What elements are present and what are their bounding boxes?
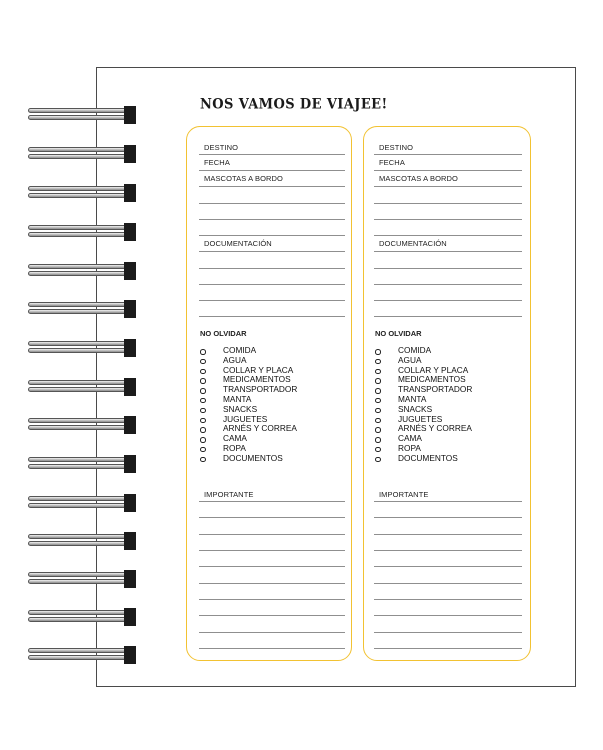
- checkbox-circle-icon[interactable]: [200, 398, 206, 404]
- checkbox-circle-icon[interactable]: [375, 437, 381, 443]
- binding-hole: [124, 300, 136, 318]
- checkbox-circle-icon[interactable]: [375, 447, 381, 453]
- importante-line[interactable]: [199, 566, 345, 567]
- checkbox-circle-icon[interactable]: [200, 447, 206, 453]
- spiral-ring: [28, 570, 140, 586]
- importante-label: IMPORTANTE: [379, 490, 429, 499]
- checklist-item-label: COLLAR Y PLACA: [398, 364, 469, 375]
- documentacion-line[interactable]: [199, 251, 345, 252]
- checklist-item-label: SNACKS: [223, 403, 258, 414]
- mascotas-line[interactable]: [374, 235, 522, 236]
- checkbox-circle-icon[interactable]: [375, 427, 381, 433]
- importante-line[interactable]: [374, 583, 522, 584]
- documentacion-label: DOCUMENTACIÓN: [379, 239, 447, 248]
- binding-hole: [124, 378, 136, 396]
- spiral-ring: [28, 416, 140, 432]
- importante-line[interactable]: [199, 517, 345, 518]
- checkbox-circle-icon[interactable]: [375, 457, 381, 463]
- checkbox-circle-icon[interactable]: [375, 378, 381, 384]
- checklist-item-label: JUGUETES: [398, 413, 443, 424]
- fecha-line[interactable]: [199, 170, 345, 171]
- mascotas-line[interactable]: [199, 235, 345, 236]
- checkbox-circle-icon[interactable]: [200, 359, 206, 365]
- spiral-ring: [28, 145, 140, 161]
- binding-hole: [124, 416, 136, 434]
- importante-line[interactable]: [374, 615, 522, 616]
- importante-line[interactable]: [374, 550, 522, 551]
- binding-hole: [124, 223, 136, 241]
- checklist-item-label: MEDICAMENTOS: [398, 374, 466, 385]
- checkbox-circle-icon[interactable]: [375, 398, 381, 404]
- binding-hole: [124, 608, 136, 626]
- importante-line[interactable]: [199, 648, 345, 649]
- checklist-item-label: AGUA: [398, 354, 422, 365]
- binding-hole: [124, 145, 136, 163]
- checklist-item-label: COLLAR Y PLACA: [223, 364, 294, 375]
- binding-hole: [124, 494, 136, 512]
- importante-line[interactable]: [374, 534, 522, 535]
- checkbox-circle-icon[interactable]: [375, 418, 381, 424]
- checkbox-circle-icon[interactable]: [200, 427, 206, 433]
- spiral-ring: [28, 184, 140, 200]
- checkbox-circle-icon[interactable]: [200, 369, 206, 375]
- spiral-ring: [28, 494, 140, 510]
- mascotas-line[interactable]: [374, 219, 522, 220]
- documentacion-line[interactable]: [374, 251, 522, 252]
- checkbox-circle-icon[interactable]: [375, 369, 381, 375]
- binding-hole: [124, 646, 136, 664]
- fecha-line[interactable]: [374, 170, 522, 171]
- checkbox-circle-icon[interactable]: [375, 388, 381, 394]
- checklist-item-label: DOCUMENTOS: [223, 452, 283, 463]
- documentacion-line[interactable]: [374, 300, 522, 301]
- checklist-item-label: MEDICAMENTOS: [223, 374, 291, 385]
- no-olvidar-heading: NO OLVIDAR: [375, 329, 422, 338]
- spiral-ring: [28, 223, 140, 239]
- documentacion-line[interactable]: [199, 300, 345, 301]
- binding-hole: [124, 532, 136, 550]
- mascotas-line[interactable]: [199, 186, 345, 187]
- documentacion-label: DOCUMENTACIÓN: [204, 239, 272, 248]
- binding-hole: [124, 106, 136, 124]
- spiral-ring: [28, 532, 140, 548]
- binding-hole: [124, 184, 136, 202]
- page-title: NOS VAMOS DE VIAJEE!: [200, 96, 388, 113]
- destino-label: DESTINO: [379, 143, 414, 152]
- mascotas-label: MASCOTAS A BORDO: [204, 174, 283, 183]
- checkbox-circle-icon[interactable]: [375, 349, 381, 355]
- importante-line[interactable]: [199, 583, 345, 584]
- checklist-item-label: MANTA: [223, 393, 252, 404]
- checklist-item-label: ROPA: [223, 442, 246, 453]
- checkbox-circle-icon[interactable]: [200, 349, 206, 355]
- checklist-item-label: DOCUMENTOS: [398, 452, 458, 463]
- fecha-label: FECHA: [204, 158, 230, 167]
- importante-line[interactable]: [374, 632, 522, 633]
- importante-line[interactable]: [374, 648, 522, 649]
- checklist-item-label: ARNÉS Y CORREA: [223, 423, 297, 434]
- checklist-item-label: CAMA: [398, 433, 422, 444]
- spiral-ring: [28, 378, 140, 394]
- binding-hole: [124, 339, 136, 357]
- checklist-item-label: TRANSPORTADOR: [223, 384, 298, 395]
- fecha-label: FECHA: [379, 158, 405, 167]
- documentacion-line[interactable]: [199, 316, 345, 317]
- checkbox-circle-icon[interactable]: [200, 437, 206, 443]
- importante-line[interactable]: [199, 615, 345, 616]
- importante-line[interactable]: [199, 501, 345, 502]
- documentacion-line[interactable]: [374, 316, 522, 317]
- importante-label: IMPORTANTE: [204, 490, 254, 499]
- importante-line[interactable]: [199, 550, 345, 551]
- spiral-ring: [28, 339, 140, 355]
- checklist-item-label: JUGUETES: [223, 413, 268, 424]
- checkbox-circle-icon[interactable]: [200, 388, 206, 394]
- checklist-item-label: ARNÉS Y CORREA: [398, 423, 472, 434]
- checkbox-circle-icon[interactable]: [200, 457, 206, 463]
- destino-line[interactable]: [199, 154, 345, 155]
- checklist-item-label: COMIDA: [398, 345, 432, 355]
- spiral-ring: [28, 300, 140, 316]
- spiral-ring: [28, 106, 140, 122]
- checklist-item-label: SNACKS: [398, 403, 433, 414]
- checklist-item-label: COMIDA: [223, 345, 257, 355]
- documentacion-line[interactable]: [374, 284, 522, 285]
- binding-hole: [124, 262, 136, 280]
- checkbox-circle-icon[interactable]: [375, 359, 381, 365]
- documentacion-line[interactable]: [374, 268, 522, 269]
- mascotas-line[interactable]: [374, 186, 522, 187]
- checklist-item-label: CAMA: [223, 433, 247, 444]
- spiral-ring: [28, 262, 140, 278]
- no-olvidar-heading: NO OLVIDAR: [200, 329, 247, 338]
- destino-label: DESTINO: [204, 143, 239, 152]
- binding-hole: [124, 570, 136, 588]
- checkbox-circle-icon[interactable]: [200, 378, 206, 384]
- checkbox-circle-icon[interactable]: [375, 408, 381, 414]
- checkbox-circle-icon[interactable]: [200, 408, 206, 414]
- importante-line[interactable]: [374, 501, 522, 502]
- mascotas-line[interactable]: [199, 219, 345, 220]
- importante-line[interactable]: [199, 534, 345, 535]
- spiral-ring: [28, 608, 140, 624]
- checklist-item-label: TRANSPORTADOR: [398, 384, 473, 395]
- checklist-item-label: ROPA: [398, 442, 421, 453]
- documentacion-line[interactable]: [199, 268, 345, 269]
- spiral-ring: [28, 646, 140, 662]
- importante-line[interactable]: [374, 517, 522, 518]
- documentacion-line[interactable]: [199, 284, 345, 285]
- mascotas-label: MASCOTAS A BORDO: [379, 174, 458, 183]
- binding-hole: [124, 455, 136, 473]
- checklist-item-label: AGUA: [223, 354, 247, 365]
- mascotas-line[interactable]: [199, 203, 345, 204]
- spiral-ring: [28, 455, 140, 471]
- importante-line[interactable]: [374, 599, 522, 600]
- trip-column-1: [186, 126, 352, 661]
- checklist-item-label: MANTA: [398, 393, 427, 404]
- importante-line[interactable]: [374, 566, 522, 567]
- destino-line[interactable]: [374, 154, 522, 155]
- mascotas-line[interactable]: [374, 203, 522, 204]
- checkbox-circle-icon[interactable]: [200, 418, 206, 424]
- trip-column-2: [363, 126, 531, 661]
- importante-line[interactable]: [199, 632, 345, 633]
- importante-line[interactable]: [199, 599, 345, 600]
